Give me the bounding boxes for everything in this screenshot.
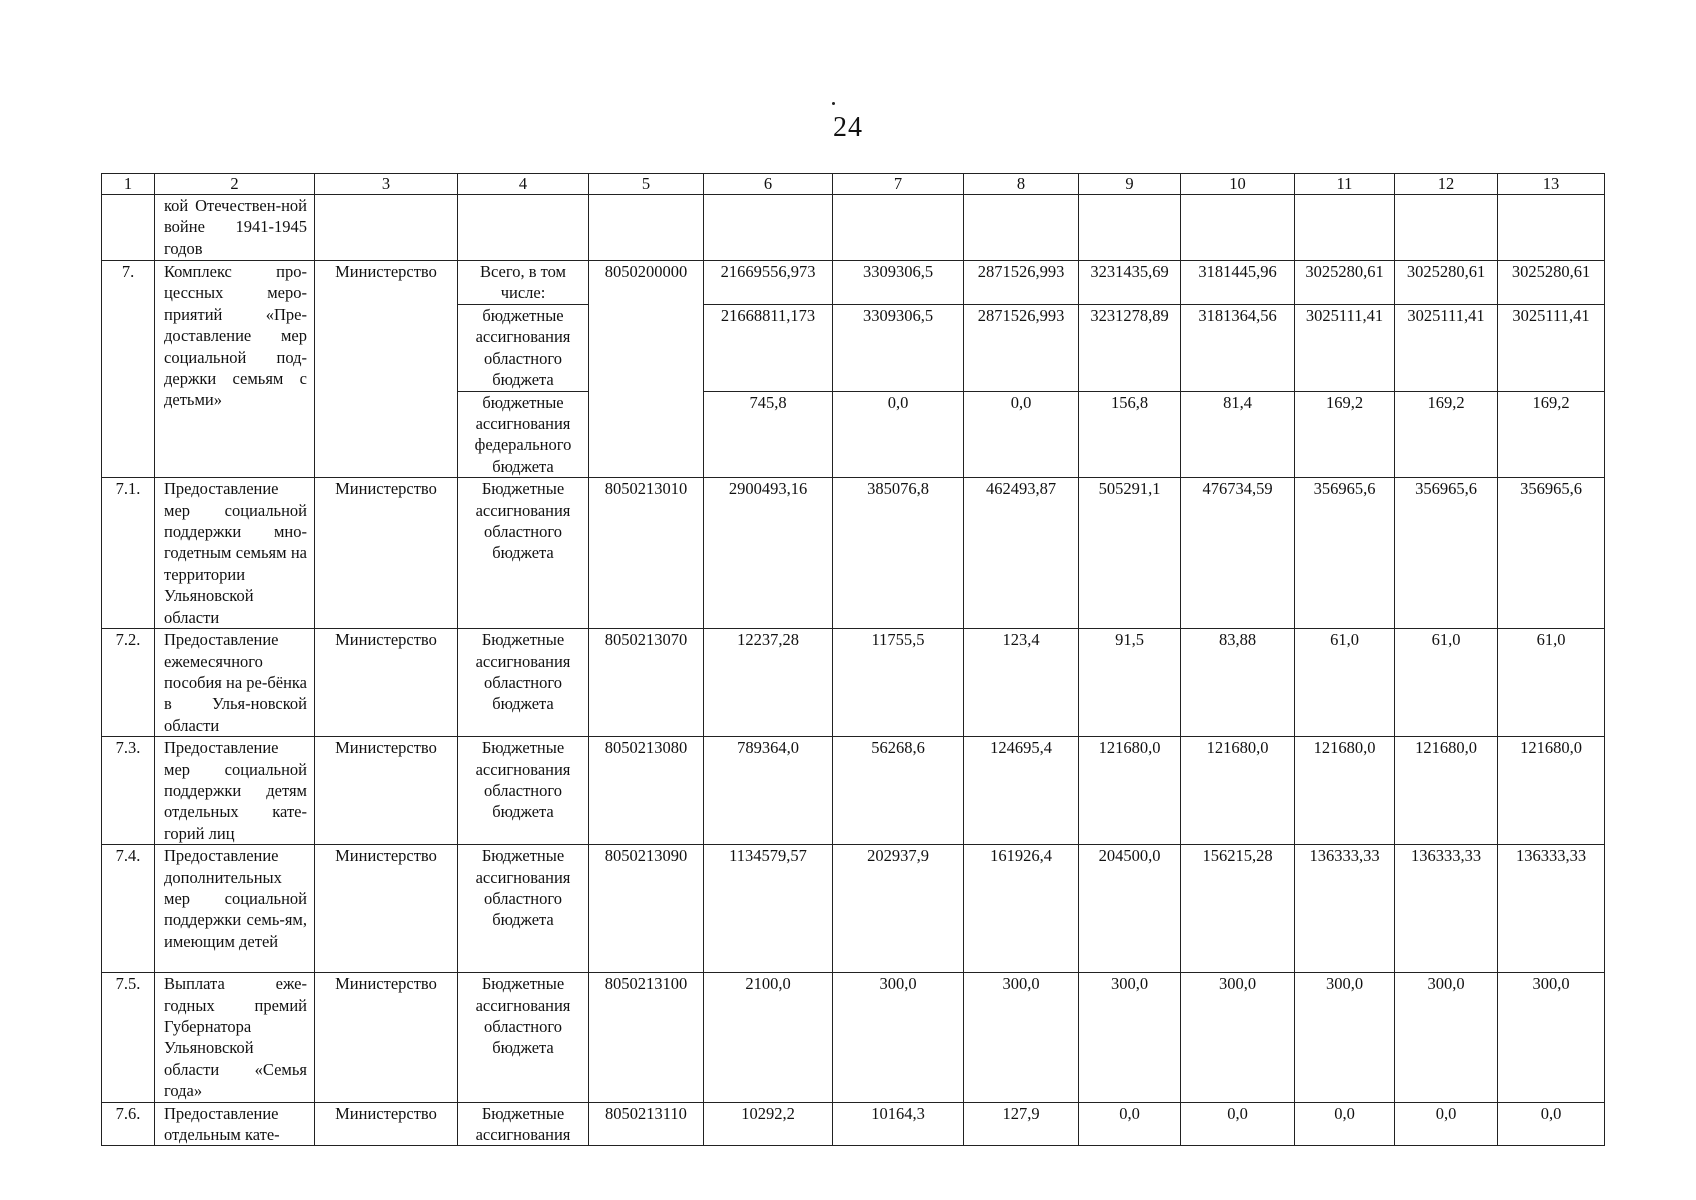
row-code: 8050213080	[589, 737, 704, 845]
row-number: 7.3.	[102, 737, 155, 845]
table-row	[102, 737, 1605, 845]
value-cell: 300,0	[1295, 973, 1395, 1102]
value-cell: 385076,8	[833, 478, 964, 629]
continuation-name: кой Отечествен-ной войне 1941-1945 годов	[155, 195, 315, 261]
budget-table	[101, 173, 1605, 1146]
value-cell: 3181445,96	[1181, 261, 1295, 305]
row-code: 8050213010	[589, 478, 704, 629]
row-code: 8050200000	[589, 261, 704, 305]
row-code: 8050213090	[589, 845, 704, 973]
value-cell: 156215,28	[1181, 845, 1295, 973]
row-executor: Министерство	[315, 737, 458, 845]
row-source: бюджетные ассигнования областного бюджета	[458, 305, 589, 392]
value-cell: 356965,6	[1395, 478, 1498, 629]
row-number: 7.5.	[102, 973, 155, 1102]
value-cell: 81,4	[1181, 391, 1295, 478]
value-cell: 300,0	[1498, 973, 1605, 1102]
row-name: Предоставление ежемесячного пособия на ре-бёнка в Улья-новской области	[155, 629, 315, 737]
value-cell: 505291,1	[1079, 478, 1181, 629]
value-cell: 169,2	[1498, 391, 1605, 478]
row-name: Комплекс про-цессных меро-приятий «Пре-доставление мер социальной под-держки семьям с детьми»	[155, 261, 315, 478]
row-source: бюджетные ассигнования федерального бюджета	[458, 391, 589, 478]
row-name: Предоставление мер социальной поддержки мно-годетным семьям на территории Ульяновской области	[155, 478, 315, 629]
value-cell: 462493,87	[964, 478, 1079, 629]
value-cell: 300,0	[1079, 973, 1181, 1102]
value-cell: 136333,33	[1395, 845, 1498, 973]
column-header: 10	[1181, 174, 1295, 195]
row-source: Бюджетные ассигнования областного бюджета	[458, 845, 589, 973]
value-cell: 156,8	[1079, 391, 1181, 478]
value-cell: 300,0	[1395, 973, 1498, 1102]
value-cell: 10292,2	[704, 1102, 833, 1146]
row-source: Бюджетные ассигнования областного бюджета	[458, 737, 589, 845]
value-cell: 12237,28	[704, 629, 833, 737]
value-cell: 300,0	[833, 973, 964, 1102]
continuation-row	[102, 195, 1605, 261]
value-cell: 745,8	[704, 391, 833, 478]
row-number: 7.4.	[102, 845, 155, 973]
row-executor: Министерство	[315, 629, 458, 737]
value-cell: 91,5	[1079, 629, 1181, 737]
value-cell: 10164,3	[833, 1102, 964, 1146]
column-header: 2	[155, 174, 315, 195]
value-cell: 121680,0	[1295, 737, 1395, 845]
table-row	[102, 629, 1605, 737]
row-executor: Министерство	[315, 261, 458, 478]
value-cell: 0,0	[1395, 1102, 1498, 1146]
value-cell: 3309306,5	[833, 261, 964, 305]
value-cell: 202937,9	[833, 845, 964, 973]
row-source: Всего, в том числе:	[458, 261, 589, 305]
value-cell: 121680,0	[1181, 737, 1295, 845]
complex-row-total	[102, 261, 1605, 305]
row-name: Выплата еже-годных премий Губернатора Ульяновской области «Семья года»	[155, 973, 315, 1102]
column-header: 7	[833, 174, 964, 195]
value-cell: 56268,6	[833, 737, 964, 845]
column-header: 13	[1498, 174, 1605, 195]
value-cell: 3025280,61	[1295, 261, 1395, 305]
table-row	[102, 973, 1605, 1102]
value-cell: 300,0	[1181, 973, 1295, 1102]
column-header: 11	[1295, 174, 1395, 195]
row-source: Бюджетные ассигнования областного бюджета	[458, 478, 589, 629]
value-cell: 476734,59	[1181, 478, 1295, 629]
table-row	[102, 478, 1605, 629]
row-code: 8050213070	[589, 629, 704, 737]
value-cell: 127,9	[964, 1102, 1079, 1146]
row-executor: Министерство	[315, 478, 458, 629]
column-header: 3	[315, 174, 458, 195]
value-cell: 356965,6	[1498, 478, 1605, 629]
value-cell: 61,0	[1498, 629, 1605, 737]
row-source: Бюджетные ассигнования	[458, 1102, 589, 1146]
value-cell: 169,2	[1295, 391, 1395, 478]
value-cell: 204500,0	[1079, 845, 1181, 973]
value-cell: 21669556,973	[704, 261, 833, 305]
value-cell: 300,0	[964, 973, 1079, 1102]
row-name: Предоставление мер социальной поддержки детям отдельных кате-горий лиц	[155, 737, 315, 845]
value-cell: 136333,33	[1295, 845, 1395, 973]
value-cell: 61,0	[1295, 629, 1395, 737]
value-cell: 1134579,57	[704, 845, 833, 973]
value-cell: 3025111,41	[1498, 305, 1605, 392]
row-executor: Министерство	[315, 973, 458, 1102]
value-cell: 169,2	[1395, 391, 1498, 478]
value-cell: 0,0	[1181, 1102, 1295, 1146]
row-source: Бюджетные ассигнования областного бюджета	[458, 973, 589, 1102]
value-cell: 3025111,41	[1295, 305, 1395, 392]
value-cell: 0,0	[1295, 1102, 1395, 1146]
column-header: 6	[704, 174, 833, 195]
column-header: 8	[964, 174, 1079, 195]
value-cell: 121680,0	[1498, 737, 1605, 845]
row-number: 7.6.	[102, 1102, 155, 1146]
row-name: Предоставление дополнительных мер социальной поддержки семь-ям, имеющим детей	[155, 845, 315, 973]
value-cell: 3231435,69	[1079, 261, 1181, 305]
value-cell: 136333,33	[1498, 845, 1605, 973]
column-header: 4	[458, 174, 589, 195]
table-row	[102, 845, 1605, 973]
value-cell: 121680,0	[1079, 737, 1181, 845]
value-cell: 123,4	[964, 629, 1079, 737]
value-cell: 161926,4	[964, 845, 1079, 973]
value-cell: 3181364,56	[1181, 305, 1295, 392]
row-name: Предоставление отдельным кате-	[155, 1102, 315, 1146]
value-cell: 2871526,993	[964, 261, 1079, 305]
page-number: 24	[833, 112, 863, 143]
value-cell: 3025111,41	[1395, 305, 1498, 392]
value-cell: 789364,0	[704, 737, 833, 845]
value-cell: 3231278,89	[1079, 305, 1181, 392]
value-cell: 0,0	[833, 391, 964, 478]
value-cell: 83,88	[1181, 629, 1295, 737]
value-cell: 2900493,16	[704, 478, 833, 629]
column-header: 12	[1395, 174, 1498, 195]
table-row	[102, 1102, 1605, 1146]
column-header: 1	[102, 174, 155, 195]
row-code: 8050213100	[589, 973, 704, 1102]
value-cell: 0,0	[1498, 1102, 1605, 1146]
value-cell: 2871526,993	[964, 305, 1079, 392]
value-cell: 61,0	[1395, 629, 1498, 737]
value-cell: 3025280,61	[1395, 261, 1498, 305]
column-header: 5	[589, 174, 704, 195]
value-cell: 21668811,173	[704, 305, 833, 392]
row-executor: Министерство	[315, 1102, 458, 1146]
row-source: Бюджетные ассигнования областного бюджета	[458, 629, 589, 737]
value-cell: 11755,5	[833, 629, 964, 737]
value-cell: 2100,0	[704, 973, 833, 1102]
value-cell: 124695,4	[964, 737, 1079, 845]
row-number: 7.2.	[102, 629, 155, 737]
column-number-row	[102, 174, 1605, 195]
value-cell: 0,0	[1079, 1102, 1181, 1146]
column-header: 9	[1079, 174, 1181, 195]
value-cell: 3309306,5	[833, 305, 964, 392]
value-cell: 3025280,61	[1498, 261, 1605, 305]
value-cell: 121680,0	[1395, 737, 1498, 845]
row-executor: Министерство	[315, 845, 458, 973]
row-number: 7.1.	[102, 478, 155, 629]
page-mark	[832, 102, 835, 105]
row-code: 8050213110	[589, 1102, 704, 1146]
value-cell: 356965,6	[1295, 478, 1395, 629]
value-cell: 0,0	[964, 391, 1079, 478]
row-number: 7.	[102, 261, 155, 478]
